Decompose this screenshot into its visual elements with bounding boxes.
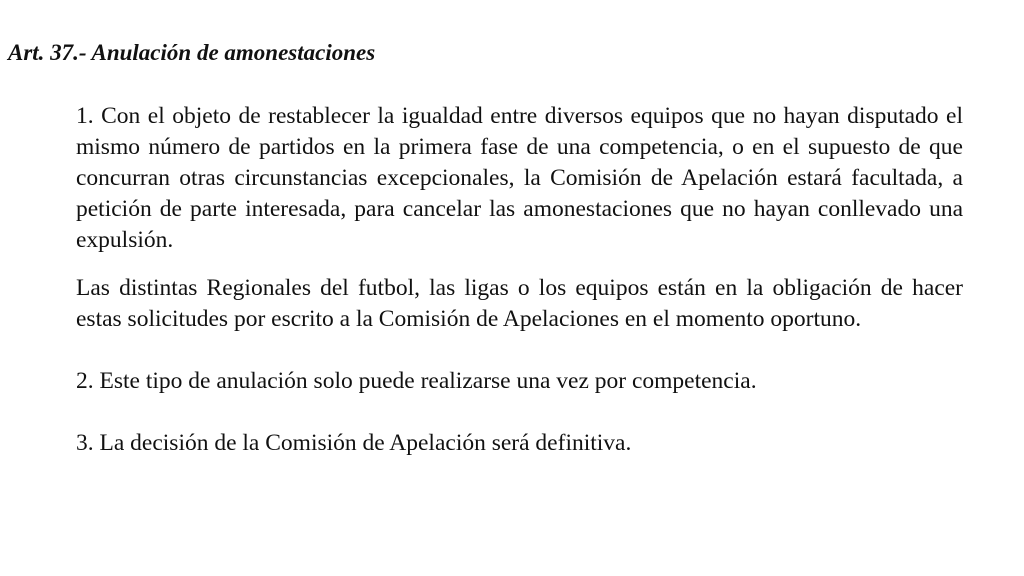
- paragraph-4: 3. La decisión de la Comisión de Apelación será definitiva.: [76, 430, 632, 456]
- paragraph-3: 2. Este tipo de anulación solo puede realizarse una vez por competencia.: [76, 368, 757, 394]
- paragraph-1: 1. Con el objeto de restablecer la igualdad entre diversos equipos que no hayan disputado el mismo número de partidos en la primera fase de una competencia, o en el supuesto de que concurran otras circunstancias excepcionales, la Comisión de Apelación estará facultada, a petición de parte interesada, para cancelar las amonestaciones que no hayan conllevado una expulsión.: [76, 103, 963, 253]
- paragraph-2: Las distintas Regionales del futbol, las ligas o los equipos están en la obligación de hacer estas solicitudes por escrito a la Comisión de Apelaciones en el momento oportuno.: [76, 275, 963, 332]
- article-title: Art. 37.- Anulación de amonestaciones: [8, 40, 376, 65]
- article-body: [76, 101, 963, 459]
